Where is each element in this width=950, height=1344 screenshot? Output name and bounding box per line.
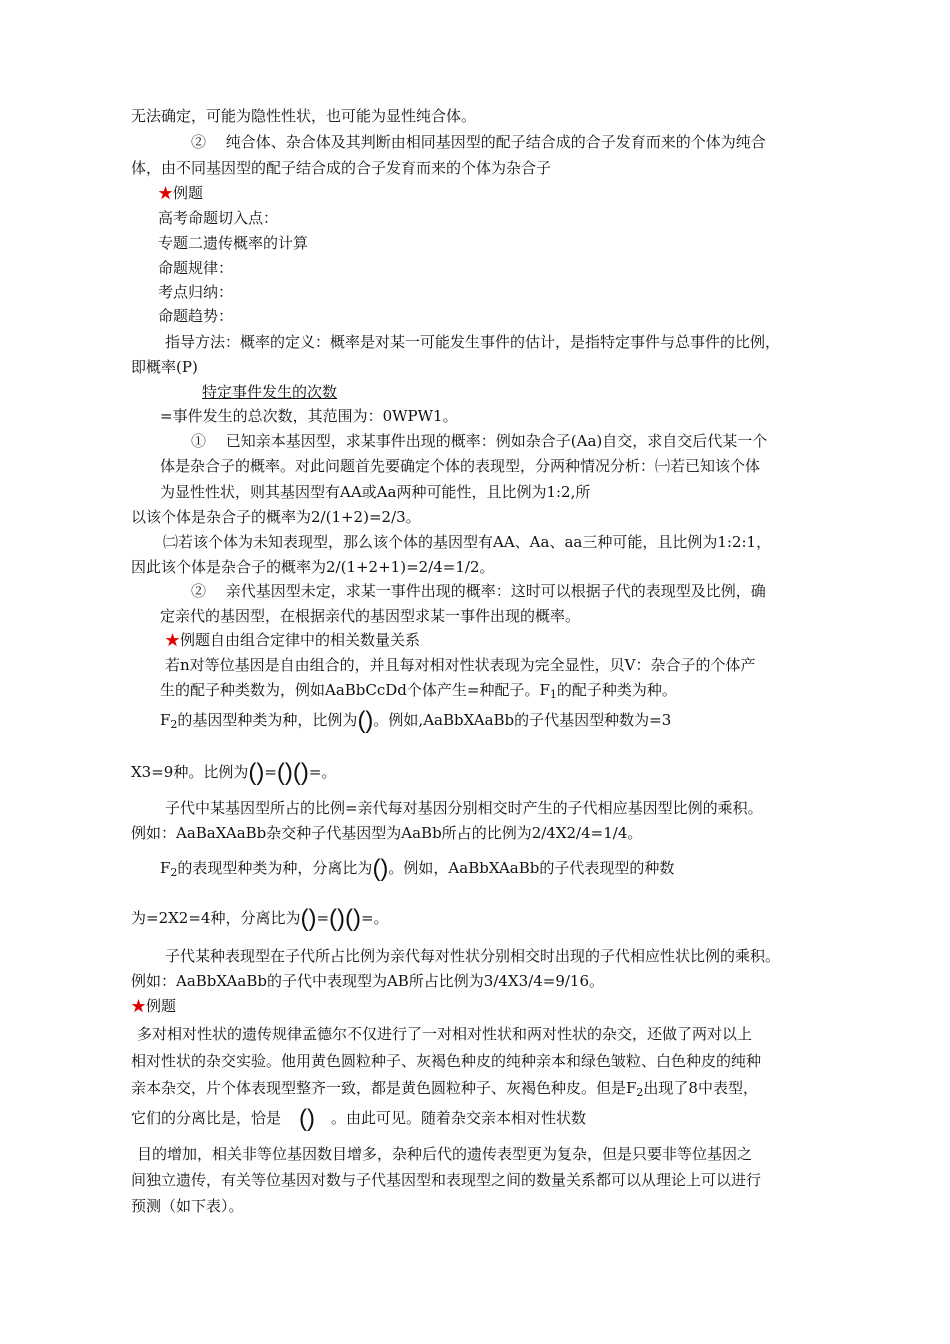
text-line: 子代某种表现型在子代所占比例为亲代每对性状分别相交时出现的子代相应性状比例的乘积。 bbox=[165, 947, 781, 965]
text-line: 因此该个体是杂合子的概率为2/(1+2+1)=2/4=1/2。 bbox=[131, 558, 495, 576]
text-line: ② 纯合体、杂合体及其判断由相同基因型的配子结合成的合子发育而来的个体为纯合 bbox=[191, 133, 766, 151]
text-line: ① 已知亲本基因型，求某事件出现的概率：例如杂合子(Aa)自交，求自交后代某一个 bbox=[191, 432, 768, 450]
paren-placeholder: () bbox=[300, 905, 317, 932]
text-line: 无法确定，可能为隐性性状，也可能为显性纯合体。 bbox=[131, 107, 477, 125]
example-heading bbox=[131, 996, 176, 1016]
subscript: 1 bbox=[549, 688, 557, 701]
text-line: 间独立遗传，有关等位基因对数与子代基因型和表现型之间的数量关系都可以从理论上可以进行 bbox=[131, 1171, 762, 1189]
subscript: 2 bbox=[636, 1086, 644, 1099]
heading-label: 例题 bbox=[146, 997, 177, 1015]
text-line: 命题趋势： bbox=[158, 307, 234, 325]
text-line: 预测（如下表）。 bbox=[131, 1197, 244, 1215]
subscript: 2 bbox=[170, 718, 178, 731]
star-icon: ★ bbox=[165, 631, 181, 649]
text-line: 若n对等位基因是自由组合的，并且每对相对性状表现为完全显性，贝V：杂合子的个体产 bbox=[165, 656, 756, 674]
text-line: 体是杂合子的概率。对此问题首先要确定个体的表现型，分两种情况分析：㈠若已知该个体 bbox=[160, 457, 761, 475]
section-title: 专题二遗传概率的计算 bbox=[158, 234, 309, 252]
paren-placeholder: () bbox=[299, 1105, 315, 1132]
text-line: 指导方法：概率的定义：概率是对某一可能发生事件的估计，是指特定事件与总事件的比例， bbox=[165, 333, 781, 351]
text-line: $F_2$的基因型种类为种，比例为()。例如,AaBbXAaBb的子代基因型种数为=3 bbox=[160, 707, 672, 734]
paren-placeholder: () bbox=[372, 855, 389, 882]
text-line: 考点归纳： bbox=[158, 283, 234, 301]
text-line: 相对性状的杂交实验。他用黄色圆粒种子、灰褐色种皮的纯种亲本和绿色皱粒、白色种皮的纯种 bbox=[131, 1052, 762, 1070]
text-line: ② 亲代基因型未定，求某一事件出现的概率：这时可以根据子代的表现型及比例，确 bbox=[191, 582, 766, 600]
text-line: 体，由不同基因型的配子结合成的合子发育而来的个体为杂合子 bbox=[131, 159, 552, 177]
example-heading bbox=[165, 630, 420, 650]
text-line: 例如：AaBbXAaBb的子代中表现型为AB所占比例为3/4X3/4=9/16。 bbox=[131, 972, 605, 990]
example-heading bbox=[158, 183, 203, 203]
star-icon: ★ bbox=[131, 997, 147, 1015]
text-line: 为=2X2=4种，分离比为()=()()=。 bbox=[131, 905, 389, 932]
text-line: X3=9种。比例为()=()()=。 bbox=[131, 759, 337, 786]
text-line: 生的配子种类数为，例如AaBbCcDd个体产生=种配子。$F_1$的配子种类为种。 bbox=[160, 681, 677, 701]
text-line: ㈡若该个体为未知表现型，那么该个体的基因型有AA、Aa、aa三种可能，且比例为1:2:1， bbox=[163, 533, 772, 551]
text-line: $F_2$的表现型种类为种，分离比为()。例如，AaBbXAaBb的子代表现型的种数 bbox=[160, 855, 675, 882]
text-line: =事件发生的总次数，其范围为：0WPW1。 bbox=[160, 407, 458, 425]
star-icon: ★ bbox=[158, 184, 174, 202]
paren-placeholder: () bbox=[248, 759, 265, 786]
text-line: 以该个体是杂合子的概率为2/(1+2)=2/3。 bbox=[131, 508, 421, 526]
text-line: 它们的分离比是，恰是 () 。由此可见。随着杂交亲本相对性状数 bbox=[131, 1105, 587, 1132]
paren-placeholder: () bbox=[357, 707, 374, 734]
subscript: 2 bbox=[170, 866, 178, 879]
text-line: 目的增加，相关非等位基因数目增多，杂种后代的遗传表型更为复杂，但是只要非等位基因之 bbox=[137, 1145, 753, 1163]
text-line: 亲本杂交，片个体表现型整齐一致，都是黄色圆粒种子、灰褐色种皮。但是$F_2$出现了8中表型， bbox=[131, 1079, 758, 1099]
heading-label: 例题 bbox=[173, 184, 204, 202]
paren-placeholder: ()() bbox=[329, 905, 361, 932]
heading-label: 例题自由组合定律中的相关数量关系 bbox=[180, 631, 421, 649]
fraction-numerator: 特定事件发生的次数 bbox=[202, 383, 338, 401]
text-line: 命题规律： bbox=[158, 259, 234, 277]
text-line: 为显性性状，则其基因型有AA或Aa两种可能性，且比例为1:2,所 bbox=[160, 483, 591, 501]
text-line: 例如：AaBaXAaBb杂交种子代基因型为AaBb所占的比例为2/4X2/4=1/4。 bbox=[131, 824, 643, 842]
text-line: 即概率(P) bbox=[131, 358, 198, 376]
text-line: 定亲代的基因型，在根据亲代的基因型求某一事件出现的概率。 bbox=[160, 607, 581, 625]
text-line: 高考命题切入点： bbox=[158, 209, 279, 227]
paren-placeholder: ()() bbox=[276, 759, 309, 786]
text-line: 子代中某基因型所占的比例=亲代每对基因分别相交时产生的子代相应基因型比例的乘积。 bbox=[165, 799, 763, 817]
text-line: 多对相对性状的遗传规律孟德尔不仅进行了一对相对性状和两对性状的杂交，还做了两对以上 bbox=[137, 1025, 753, 1043]
